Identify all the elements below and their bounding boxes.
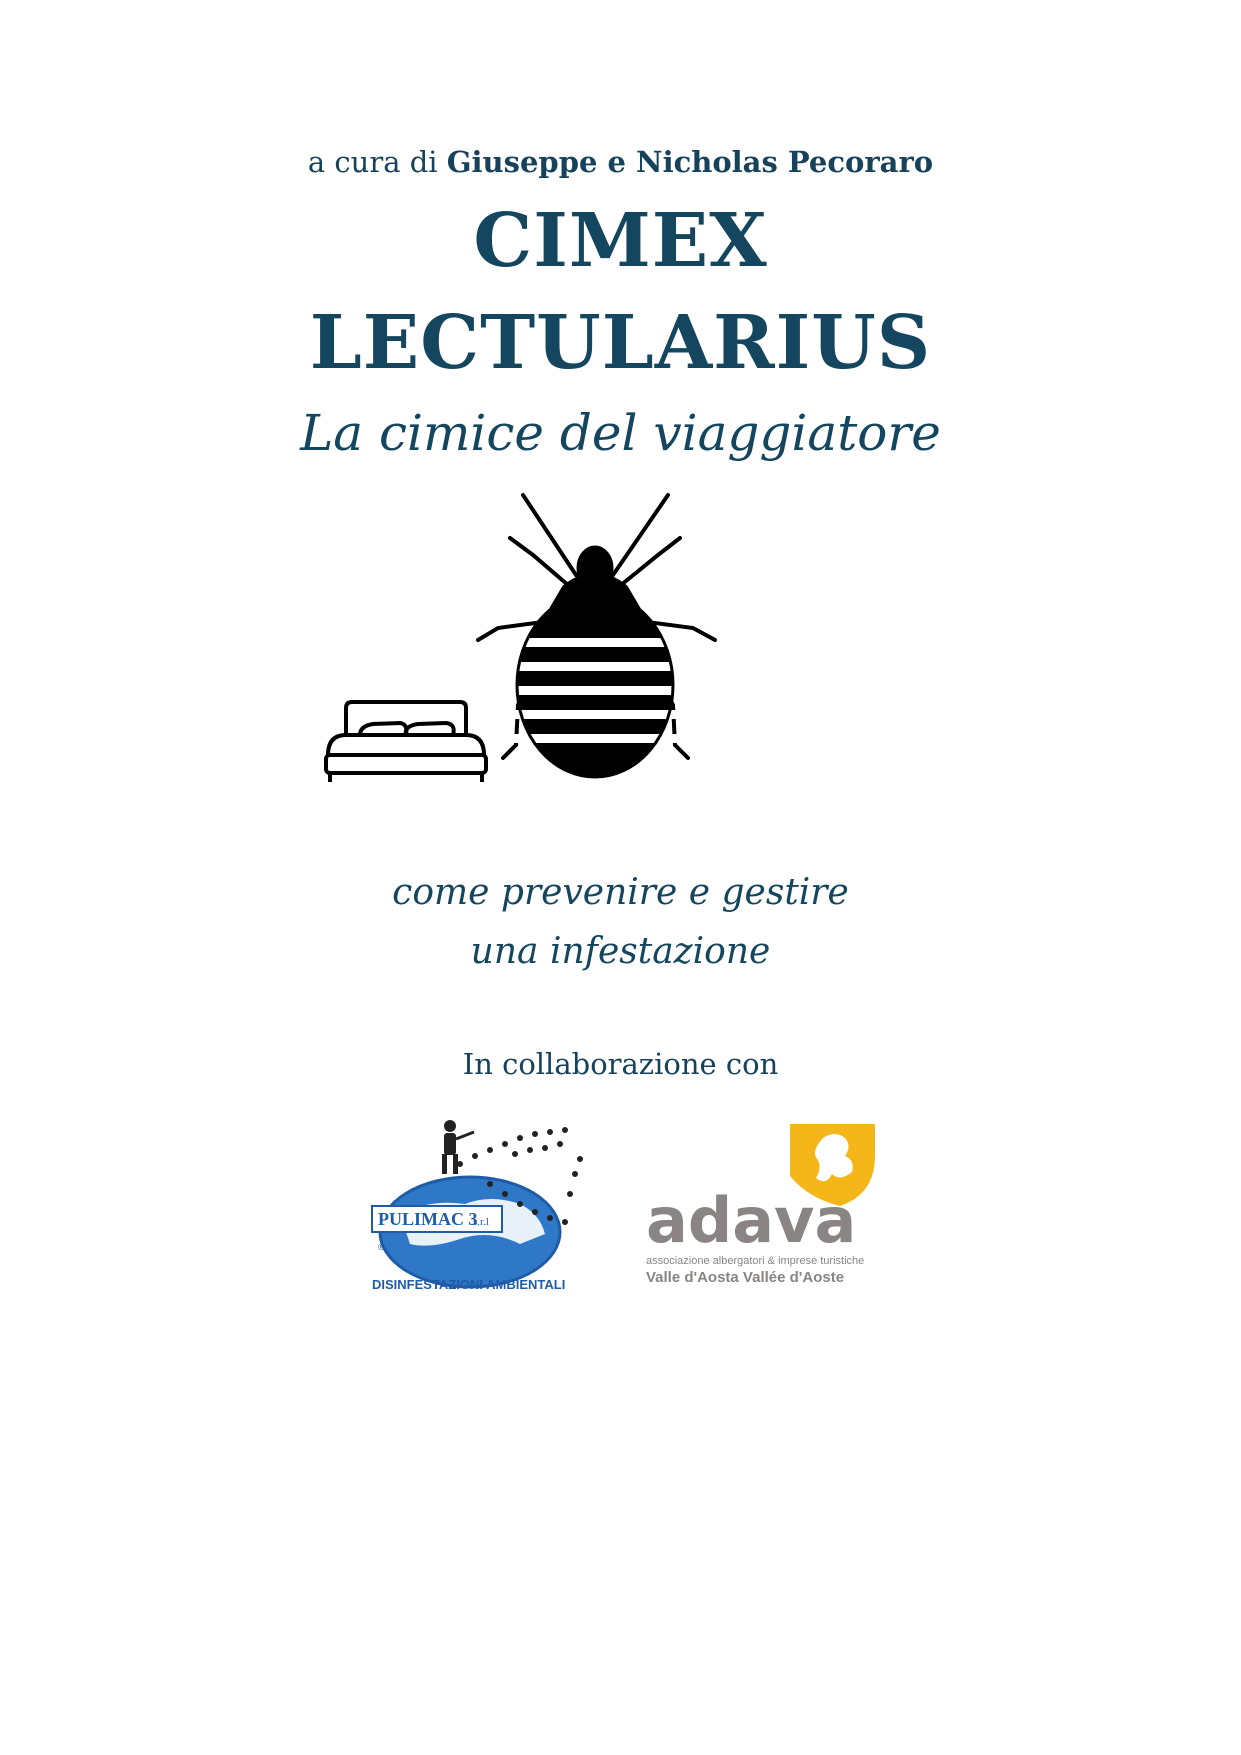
adava-line-1: associazione albergatori & imprese turistiche — [646, 1255, 865, 1267]
adava-logo — [640, 1116, 880, 1300]
pulimac-caption: DISINFESTAZIONI AMBIENTALI — [372, 1277, 566, 1292]
title-line-2: LECTULARIUS — [309, 300, 932, 386]
svg-text:®: ® — [378, 1242, 385, 1252]
title-line-1: CIMEX — [473, 198, 768, 284]
pulimac-logo — [370, 1104, 600, 1308]
collaboration-label: In collaborazione con — [462, 1047, 779, 1081]
author-credit — [0, 145, 1241, 179]
bedbug-icon — [478, 495, 715, 777]
tagline-line-1: come prevenire e gestire — [392, 872, 849, 913]
credit-prefix: a cura di — [307, 145, 447, 179]
subtitle: La cimice del viaggiatore — [300, 404, 941, 462]
pulimac-suffix: s.r.l — [473, 1216, 489, 1228]
adava-line-2: Valle d'Aosta Vallée d'Aoste — [646, 1269, 845, 1286]
adava-wordmark: adava — [646, 1184, 857, 1257]
pulimac-name: PULIMAC 3 — [378, 1209, 478, 1229]
cover-illustration — [318, 490, 778, 824]
credit-authors: Giuseppe e Nicholas Pecoraro — [446, 145, 934, 179]
tagline-line-2: una infestazione — [470, 931, 771, 972]
bed-icon — [326, 702, 486, 782]
